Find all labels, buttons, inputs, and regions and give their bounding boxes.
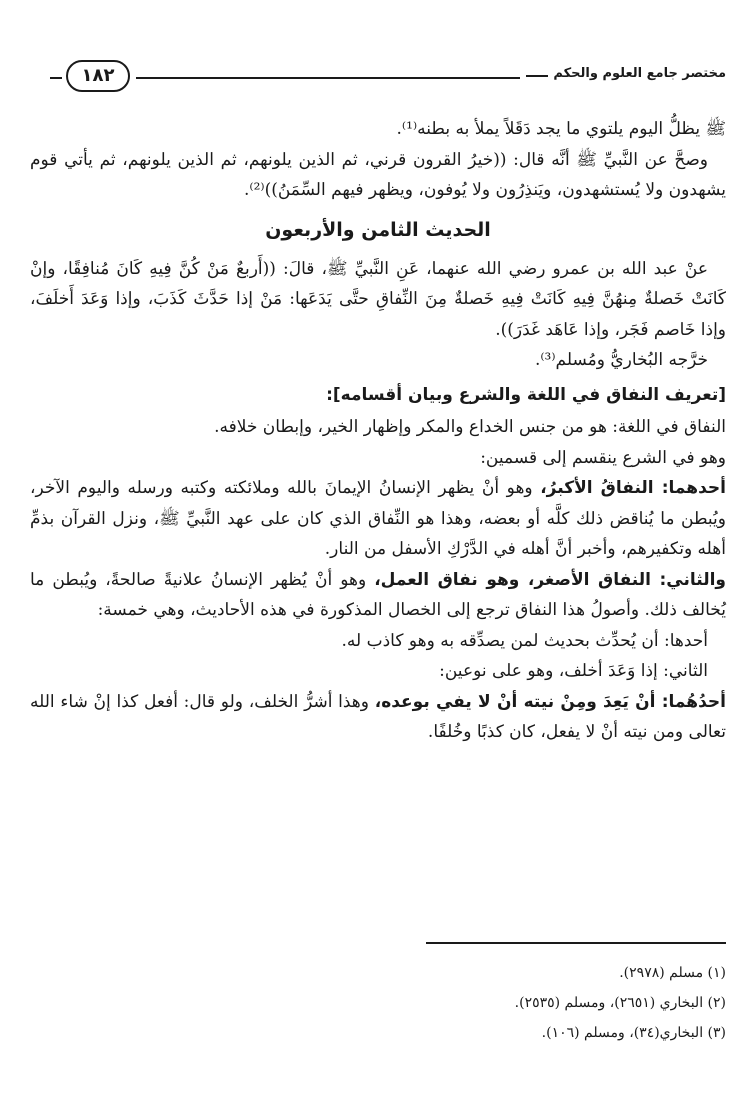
footnote-separator [426, 942, 726, 944]
minor-hypocrisy-text: وهو أنْ يُظهر الإنسانُ علانيةً صالحةً، ويُبطن ما يُخالف ذلك. وأصولُ هذا النفاق ترجع إلى الخصال المذكورة في هذه الأحاديث، وهي خمسة: [30, 569, 726, 620]
major-hypocrisy-label: أحدهما: النفاقُ الأكبرُ، [540, 478, 726, 498]
major-hypocrisy-text: وهو أنْ يظهر الإنسانُ الإيمانَ بالله وملائكته وكتبه ورسله واليوم الآخر، ويُبطن ما يُناقض ذلك كلَّه أو بعضه، وهذا هو النِّفاق الذي كان على عهد النَّبيِّ ﷺ، ونزل القرآن بذمِّ أهله وتكفيرهم، وأخبر أنَّ أهله في الدَّرْكِ الأسفل من النار. [30, 478, 726, 559]
header-dash-left [50, 77, 62, 79]
minor-hypocrisy-label: والثاني: النفاق الأصغر، وهو نفاق العمل، [374, 569, 726, 590]
paragraph-trait-two-type-one [30, 687, 726, 748]
running-title: مختصر جامع العلوم والحكم [553, 66, 726, 81]
page-header [30, 60, 726, 96]
header-dash [526, 75, 548, 77]
type-one-label: أحدُهُما: أنْ يَعِدَ ومِنْ نيته أنْ لا يفي بوعده، [374, 691, 726, 712]
paragraph-trait-one: أحدها: أن يُحدِّث بحديث لمن يصدِّقه به وهو كاذب له. [341, 630, 708, 651]
type-one-text: وهذا أشرُّ الخلف، ولو قال: أفعل كذا إنْ شاء الله تعالى ومن نيته أنْ لا يفعل، كان كذبًا وخُلفًا. [30, 691, 726, 742]
body-text [30, 114, 726, 748]
footnotes [30, 958, 726, 1048]
paragraph-major-hypocrisy [30, 473, 726, 565]
paragraph-linguistic-definition: النفاق في اللغة: هو من جنس الخداع والمكر وإظهار الخير، وإبطان خلافه. [214, 417, 726, 437]
paragraph-hadith-best-generations: وصحَّ عن النَّبيِّ ﷺ أنَّه قال: ((خيرُ القرون قرني، ثم الذين يلونهم، ثم الذين يلونهم، ثم يأتي قوم يشهدون ولا يُستشهدون، ويَنذِرُون ولا يُوفون، ويظهر فيهم السِّمَنُ))⁽²⁾. [30, 149, 726, 200]
paragraph-hadith-text: عنْ عبد الله بن عمرو رضي الله عنهما، عَنِ النَّبيِّ ﷺ، قالَ: ((أَربعٌ مَنْ كُنَّ فِيهِ كَانَ مُنافِقًا، وإنْ كَانَتْ خَصلةٌ مِنهُنَّ فِيهِ كَانَتْ فِيهِ خَصلةٌ مِنَ النِّفاقِ حتَّى يَدَعَها: مَنْ إذا حَدَّثَ كَذَبَ، وإذا وَعَدَ أَخلَفَ، وإذا خَاصم فَجَر، وإذا عَاهَد غَدَرَ)). [30, 258, 726, 340]
book-page [30, 52, 726, 1082]
paragraph-trait-two: الثاني: إذا وَعَدَ أخلف، وهو على نوعين: [439, 661, 708, 681]
paragraph-minor-hypocrisy [30, 565, 726, 626]
footnote-1: (١) مسلم (٢٩٧٨). [619, 965, 726, 981]
footnote-2: (٢) البخاري (٢٦٥١)، ومسلم (٢٥٣٥). [514, 995, 726, 1011]
header-rule [136, 77, 520, 79]
section-title: [تعريف النفاق في اللغة والشرع وبيان أقسامه]: [326, 384, 726, 405]
footnote-3: (٣) البخاري(٣٤)، ومسلم (١٠٦). [541, 1025, 726, 1041]
paragraph-takhrij: خرَّجه البُخاريُّ ومُسلم⁽³⁾. [534, 350, 708, 370]
paragraph-legal-definition: وهو في الشرع ينقسم إلى قسمين: [480, 447, 726, 468]
hadith-heading: الحديث الثامن والأربعون [265, 218, 491, 241]
paragraph-continuation: ﷺ يظلُّ اليوم يلتوي ما يجد دَقَلاً يملأ به بطنه⁽¹⁾. [396, 119, 726, 139]
page-number: ١٨٢ [66, 60, 130, 92]
